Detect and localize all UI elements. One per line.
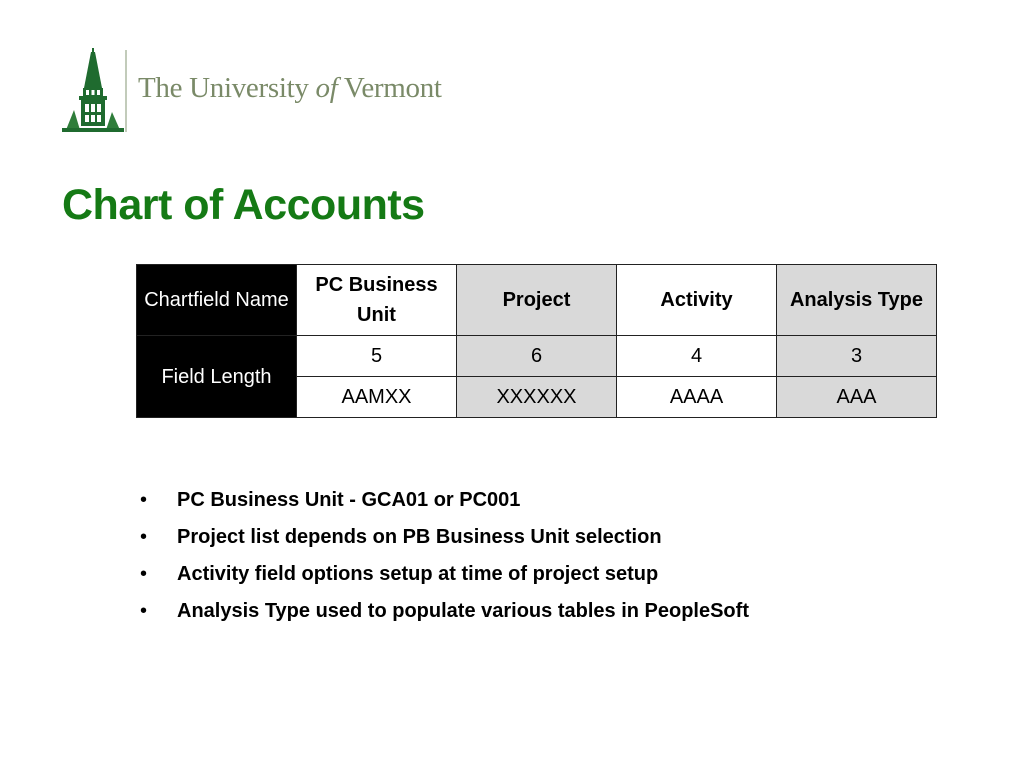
table-cell: 5 <box>297 336 457 377</box>
list-item <box>136 482 749 519</box>
table-cell: 6 <box>457 336 617 377</box>
column-header: Analysis Type <box>777 265 937 336</box>
university-logo <box>58 48 458 134</box>
row-header-field-length: Field Length <box>137 336 297 418</box>
bullet-list <box>136 482 749 630</box>
table-cell: 4 <box>617 336 777 377</box>
university-name <box>138 72 442 105</box>
table-cell: AAA <box>777 377 937 418</box>
table-cell: AAMXX <box>297 377 457 418</box>
table-cell: 3 <box>777 336 937 377</box>
bullet-text: Activity field options setup at time of project setup <box>177 563 659 585</box>
logo-the: The University <box>138 72 316 104</box>
tower-icon <box>58 48 130 134</box>
bullet-icon: • <box>140 489 148 511</box>
list-item <box>136 556 749 593</box>
logo-of: of <box>315 72 338 104</box>
table-row <box>137 336 937 377</box>
logo-vermont: Vermont <box>337 72 442 104</box>
table-cell: XXXXXX <box>457 377 617 418</box>
bullet-icon: • <box>140 600 148 622</box>
column-header: Activity <box>617 265 777 336</box>
bullet-icon: • <box>140 526 148 548</box>
bullet-text: Analysis Type used to populate various tables in PeopleSoft <box>177 600 749 622</box>
chartfield-table <box>136 264 937 418</box>
row-header-chartfield-name: Chartfield Name <box>137 265 297 336</box>
bullet-icon: • <box>140 563 148 585</box>
list-item <box>136 593 749 630</box>
column-header: PC Business Unit <box>297 265 457 336</box>
bullet-text: PC Business Unit - GCA01 or PC001 <box>177 489 521 511</box>
list-item <box>136 519 749 556</box>
column-header: Project <box>457 265 617 336</box>
table-row <box>137 265 937 336</box>
slide-title: Chart of Accounts <box>62 181 425 229</box>
bullet-text: Project list depends on PB Business Unit selection <box>177 526 662 548</box>
table-cell: AAAA <box>617 377 777 418</box>
